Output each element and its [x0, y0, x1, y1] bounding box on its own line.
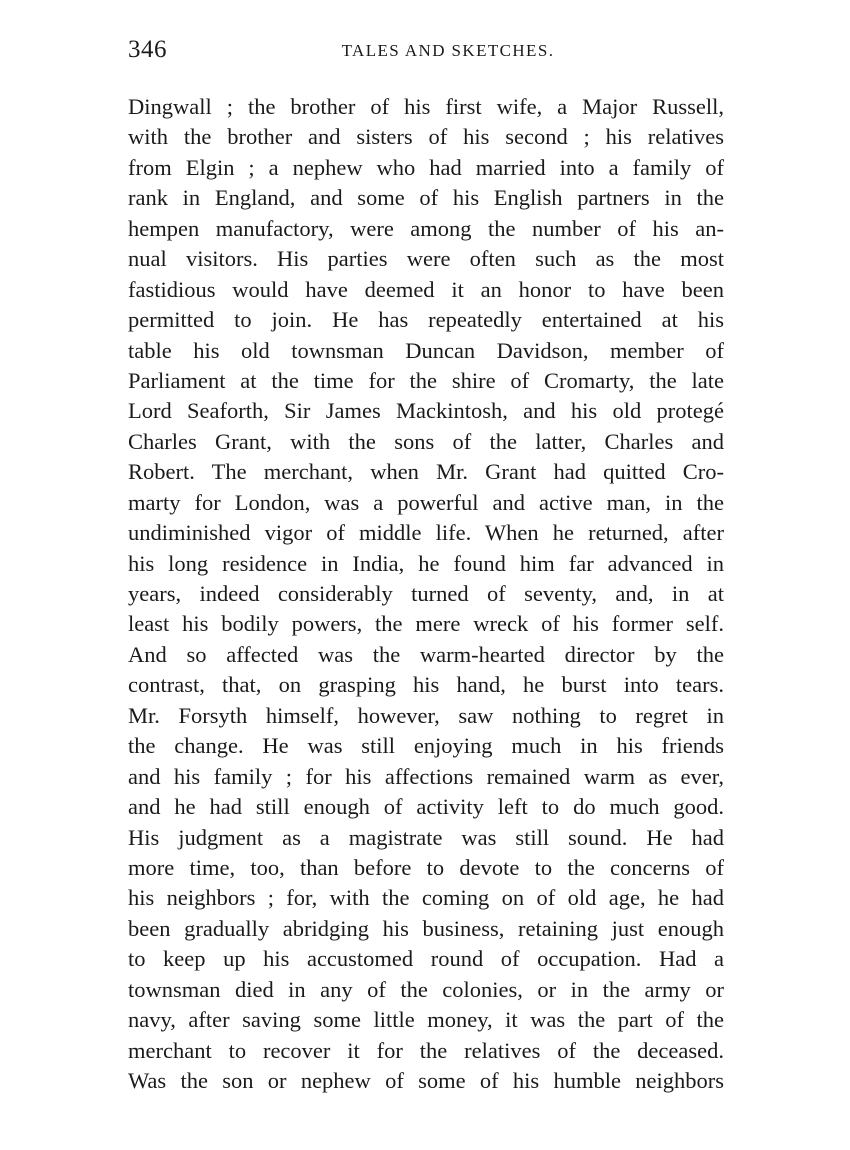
- text-line: Was the son or nephew of some of his humble neighbors: [128, 1068, 724, 1093]
- page-number: 346: [128, 36, 167, 63]
- text-line: from Elgin ; a nephew who had married into a family of: [128, 154, 724, 180]
- text-line: And so affected was the warm-hearted director by the: [128, 641, 724, 667]
- text-line: table his old townsman Duncan Davidson, member of: [128, 337, 724, 363]
- text-line: years, indeed considerably turned of seventy, and, in at: [128, 581, 724, 606]
- text-line: Parliament at the time for the shire of Cromarty, the late: [128, 367, 724, 393]
- text-line: navy, after saving some little money, it was the part of the: [128, 1007, 724, 1033]
- text-line: more time, too, than before to devote to the concerns of: [128, 854, 724, 880]
- text-line: marty for London, was a powerful and active man, in the: [128, 489, 724, 515]
- text-line: Mr. Forsyth himself, however, saw nothing to regret in: [128, 702, 724, 728]
- running-title: TALES AND SKETCHES.: [341, 41, 555, 60]
- text-line: Charles Grant, with the sons of the latter, Charles and: [128, 428, 724, 454]
- text-line: rank in England, and some of his English partners in the: [128, 185, 724, 211]
- text-line: been gradually abridging his business, retaining just enough: [128, 915, 724, 941]
- text-line: His judgment as a magistrate was still sound. He had: [128, 824, 724, 850]
- text-line: Lord Seaforth, Sir James Mackintosh, and his old protegé: [128, 398, 724, 424]
- text-line: and his family ; for his affections remained warm as ever,: [128, 763, 724, 789]
- text-line: hempen manufactory, were among the number of his an-: [128, 215, 724, 241]
- text-line: townsman died in any of the colonies, or in the army or: [128, 976, 724, 1002]
- text-line: permitted to join. He has repeatedly entertained at his: [128, 307, 724, 333]
- running-head: [128, 36, 724, 66]
- text-line: nual visitors. His parties were often such as the most: [128, 246, 724, 272]
- text-line: to keep up his accustomed round of occupation. Had a: [128, 946, 724, 972]
- text-line: least his bodily powers, the mere wreck of his former self.: [128, 611, 724, 637]
- text-line: his neighbors ; for, with the coming on of old age, he had: [128, 885, 724, 911]
- text-line: the change. He was still enjoying much in his friends: [128, 733, 724, 759]
- text-line: fastidious would have deemed it an honor to have been: [128, 276, 724, 302]
- text-line: Dingwall ; the brother of his first wife, a Major Russell,: [128, 94, 724, 119]
- text-line: undiminished vigor of middle life. When he returned, after: [128, 520, 724, 546]
- text-line: with the brother and sisters of his second ; his relatives: [128, 124, 724, 150]
- text-line: contrast, that, on grasping his hand, he burst into tears.: [128, 672, 724, 698]
- text-line: Robert. The merchant, when Mr. Grant had quitted Cro-: [128, 459, 724, 485]
- body-text: [128, 92, 724, 1096]
- text-line: and he had still enough of activity left to do much good.: [128, 794, 724, 820]
- text-line: his long residence in India, he found him far advanced in: [128, 550, 724, 576]
- text-line: merchant to recover it for the relatives of the deceased.: [128, 1037, 724, 1063]
